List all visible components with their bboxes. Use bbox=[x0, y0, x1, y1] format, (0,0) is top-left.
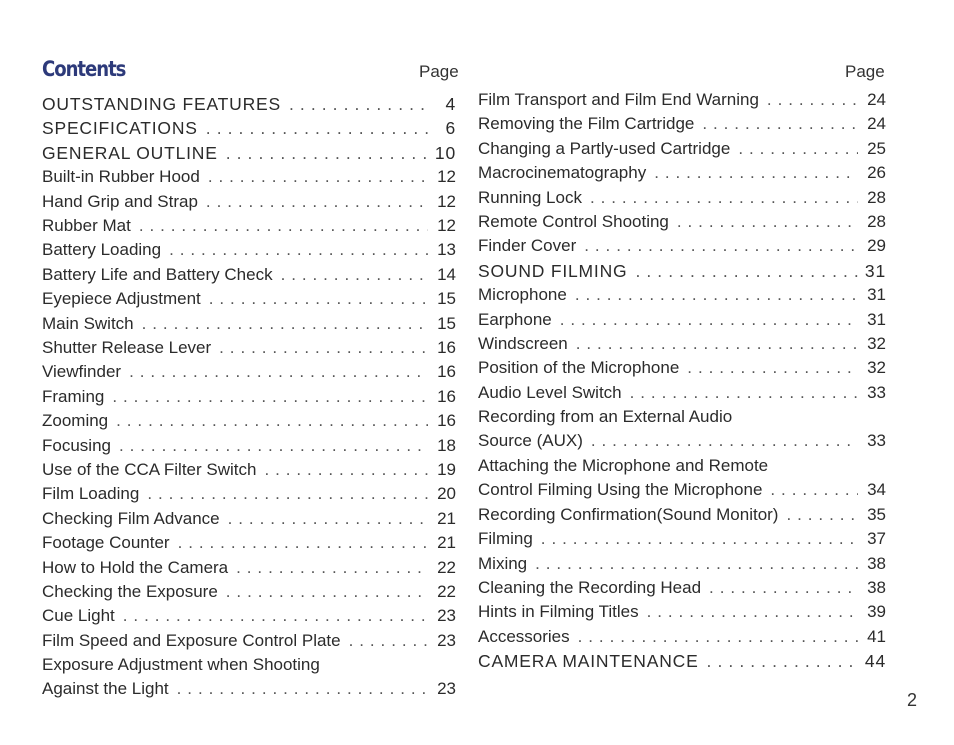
toc-entry-page: 16 bbox=[437, 386, 456, 406]
dot-leader bbox=[591, 429, 858, 453]
toc-entry[interactable] bbox=[42, 604, 456, 628]
toc-entry-page: 20 bbox=[437, 484, 456, 504]
toc-entry-page: 4 bbox=[445, 94, 456, 114]
toc-entry-label: Position of the Microphone bbox=[478, 358, 680, 378]
toc-entry-page: 23 bbox=[437, 630, 456, 650]
toc-entry-label: Control Filming Using the Microphone bbox=[478, 480, 763, 499]
toc-entry-label: Battery Loading bbox=[42, 240, 162, 260]
toc-entry[interactable] bbox=[42, 190, 456, 214]
dot-leader bbox=[209, 287, 428, 311]
toc-entry[interactable] bbox=[478, 186, 886, 210]
toc-entry-label: Recording Confirmation(Sound Monitor) bbox=[478, 504, 779, 524]
toc-entry-label: Checking Film Advance bbox=[42, 508, 220, 528]
toc-entry[interactable] bbox=[42, 409, 456, 433]
toc-entry-page: 24 bbox=[867, 90, 886, 109]
contents-title: Contents bbox=[42, 57, 126, 81]
dot-leader bbox=[264, 458, 428, 482]
dot-leader bbox=[535, 552, 858, 576]
toc-entry-page: 12 bbox=[437, 216, 456, 235]
toc-entry-label: Checking the Exposure bbox=[42, 582, 218, 601]
toc-entry-label: Hand Grip and Strap bbox=[42, 191, 198, 211]
toc-entry-page: 14 bbox=[437, 264, 456, 284]
dot-leader bbox=[677, 210, 858, 234]
toc-entry[interactable] bbox=[42, 385, 456, 409]
toc-entry-label: Film Speed and Exposure Control Plate bbox=[42, 630, 341, 650]
dot-leader bbox=[767, 88, 858, 112]
toc-entry-label-line1: Recording from an External Audio bbox=[478, 407, 733, 427]
toc-entry-label: Macrocinematography bbox=[478, 163, 647, 183]
toc-entry-page: 28 bbox=[867, 212, 886, 231]
toc-entry[interactable] bbox=[478, 283, 886, 307]
toc-entry[interactable] bbox=[42, 653, 456, 701]
toc-entry-page: 28 bbox=[867, 187, 886, 207]
toc-entry-label: Viewfinder bbox=[42, 362, 122, 382]
dot-leader bbox=[147, 482, 428, 506]
dot-leader bbox=[142, 312, 428, 336]
dot-leader bbox=[206, 116, 428, 140]
toc-entry-label: Film Transport and Film End Warning bbox=[478, 90, 759, 109]
toc-entry[interactable] bbox=[42, 360, 456, 384]
toc-entry[interactable] bbox=[42, 165, 456, 189]
toc-entry-page: 23 bbox=[437, 679, 456, 699]
toc-entry-page: 12 bbox=[437, 191, 456, 211]
toc-entry-page: 37 bbox=[867, 529, 886, 549]
toc-entry[interactable] bbox=[42, 312, 456, 336]
dot-leader bbox=[112, 385, 428, 409]
dot-leader bbox=[228, 507, 428, 531]
toc-entry-page: 21 bbox=[437, 508, 456, 528]
toc-entry-label: Shutter Release Lever bbox=[42, 338, 212, 357]
toc-entry-page: 32 bbox=[867, 358, 886, 378]
toc-entry-label: Windscreen bbox=[478, 334, 568, 353]
toc-entry[interactable] bbox=[478, 649, 886, 673]
toc-entry-label: Running Lock bbox=[478, 187, 582, 207]
dot-leader bbox=[139, 214, 428, 238]
toc-entry-page: 25 bbox=[867, 138, 886, 158]
toc-entry-label-line1: Exposure Adjustment when Shooting bbox=[42, 655, 320, 675]
toc-entry[interactable] bbox=[42, 214, 456, 238]
toc-entry-page: 16 bbox=[437, 338, 456, 357]
dot-leader bbox=[206, 190, 428, 214]
toc-entry[interactable] bbox=[42, 458, 456, 482]
toc-entry-label: Zooming bbox=[42, 411, 109, 431]
toc-entry[interactable] bbox=[478, 625, 886, 649]
page-column-header-right: Page bbox=[845, 62, 885, 81]
toc-entry-page: 22 bbox=[437, 557, 456, 577]
toc-entry-label: Main Switch bbox=[42, 313, 134, 333]
toc-entry-label: Removing the Film Cartridge bbox=[478, 114, 695, 134]
toc-entry-page: 15 bbox=[437, 289, 456, 309]
toc-entry[interactable] bbox=[478, 234, 886, 258]
toc-entry-label: Rubber Mat bbox=[42, 216, 131, 235]
toc-entry-label: Against the Light bbox=[42, 679, 169, 699]
toc-entry[interactable] bbox=[42, 580, 456, 604]
toc-entry-page: 44 bbox=[864, 651, 886, 672]
toc-entry[interactable] bbox=[478, 454, 886, 502]
toc-entry-page: 23 bbox=[437, 606, 456, 626]
toc-entry[interactable] bbox=[42, 92, 456, 116]
toc-entry[interactable] bbox=[478, 332, 886, 356]
dot-leader bbox=[236, 556, 428, 580]
toc-entry[interactable] bbox=[42, 507, 456, 531]
dot-leader bbox=[575, 283, 858, 307]
dot-leader bbox=[169, 238, 428, 262]
toc-entry-page: 13 bbox=[437, 240, 456, 260]
toc-entry-label: Battery Life and Battery Check bbox=[42, 264, 273, 284]
toc-entry-page: 31 bbox=[867, 285, 886, 305]
toc-entry-page: 33 bbox=[867, 382, 886, 402]
toc-entry[interactable] bbox=[478, 259, 886, 283]
toc-entry-page: 38 bbox=[867, 553, 886, 573]
dot-leader bbox=[116, 409, 428, 433]
toc-entry-page: 10 bbox=[434, 142, 456, 163]
page-column-header-left: Page bbox=[419, 62, 459, 81]
toc-entry-label: Changing a Partly-used Cartridge bbox=[478, 138, 731, 158]
dot-leader bbox=[578, 625, 858, 649]
dot-leader bbox=[687, 356, 858, 380]
toc-entry-page: 6 bbox=[445, 118, 456, 139]
dot-leader bbox=[647, 600, 858, 624]
toc-entry-page: 41 bbox=[867, 626, 886, 646]
toc-entry-label: Earphone bbox=[478, 309, 552, 329]
dot-leader bbox=[576, 332, 858, 356]
toc-entry-page: 34 bbox=[867, 480, 886, 499]
toc-entry[interactable] bbox=[478, 112, 886, 136]
toc-entry-label: Microphone bbox=[478, 285, 567, 305]
toc-entry-page: 12 bbox=[437, 167, 456, 187]
toc-entry-label: Cleaning the Recording Head bbox=[478, 578, 702, 597]
toc-entry-label: Framing bbox=[42, 386, 105, 406]
dot-leader bbox=[654, 161, 858, 185]
toc-entry[interactable] bbox=[42, 629, 456, 653]
toc-entry-page: 16 bbox=[437, 362, 456, 382]
toc-entry-page: 26 bbox=[867, 163, 886, 183]
dot-leader bbox=[702, 112, 858, 136]
toc-entry-label: SPECIFICATIONS bbox=[42, 118, 198, 139]
toc-entry-page: 19 bbox=[437, 460, 456, 479]
toc-entry-label: Finder Cover bbox=[478, 236, 577, 256]
toc-entry-label: Filming bbox=[478, 529, 533, 549]
toc-entry-label: Mixing bbox=[478, 553, 528, 573]
toc-entry-label: Accessories bbox=[478, 626, 570, 646]
toc-entry-page: 24 bbox=[867, 114, 886, 134]
toc-entry-label: How to Hold the Camera bbox=[42, 557, 229, 577]
toc-entry-label: OUTSTANDING FEATURES bbox=[42, 94, 281, 114]
toc-entry-page: 15 bbox=[437, 313, 456, 333]
dot-leader bbox=[709, 576, 858, 600]
dot-leader bbox=[707, 649, 858, 673]
toc-entry-page: 18 bbox=[437, 435, 456, 455]
toc-entry-label: Remote Control Shooting bbox=[478, 212, 669, 231]
dot-leader bbox=[786, 503, 858, 527]
toc-entry-label: Audio Level Switch bbox=[478, 382, 622, 402]
page-number: 2 bbox=[907, 690, 918, 710]
toc-entry[interactable] bbox=[42, 336, 456, 360]
toc-entry-page: 33 bbox=[867, 431, 886, 451]
dot-leader bbox=[123, 604, 428, 628]
toc-entry[interactable] bbox=[478, 552, 886, 576]
dot-leader bbox=[281, 263, 428, 287]
toc-entry[interactable] bbox=[478, 527, 886, 551]
toc-entry[interactable] bbox=[478, 576, 886, 600]
dot-leader bbox=[119, 434, 428, 458]
dot-leader bbox=[584, 234, 858, 258]
toc-entry-label: GENERAL OUTLINE bbox=[42, 142, 218, 163]
toc-entry[interactable] bbox=[478, 503, 886, 527]
dot-leader bbox=[208, 165, 428, 189]
toc-entry[interactable] bbox=[478, 88, 886, 112]
dot-leader bbox=[738, 137, 858, 161]
dot-leader bbox=[560, 308, 858, 332]
toc-entry[interactable] bbox=[478, 308, 886, 332]
toc-entry[interactable] bbox=[42, 482, 456, 506]
toc-entry-label: SOUND FILMING bbox=[478, 260, 628, 281]
toc-entry[interactable] bbox=[42, 434, 456, 458]
toc-entry[interactable] bbox=[478, 600, 886, 624]
toc-entry[interactable] bbox=[478, 161, 886, 185]
toc-entry[interactable] bbox=[42, 531, 456, 555]
toc-entry-page: 38 bbox=[867, 578, 886, 597]
toc-entry[interactable] bbox=[42, 238, 456, 262]
dot-leader bbox=[219, 336, 428, 360]
toc-entry-page: 32 bbox=[867, 334, 886, 353]
toc-entry-label: Eyepiece Adjustment bbox=[42, 289, 201, 309]
toc-entry-label: Built-in Rubber Hood bbox=[42, 167, 200, 187]
toc-entry-label-line1: Attaching the Microphone and Remote bbox=[478, 456, 769, 475]
toc-entry-page: 29 bbox=[867, 236, 886, 256]
toc-entry-page: 31 bbox=[867, 309, 886, 329]
dot-leader bbox=[289, 92, 428, 116]
dot-leader bbox=[129, 360, 428, 384]
dot-leader bbox=[226, 580, 428, 604]
dot-leader bbox=[770, 478, 858, 502]
dot-leader bbox=[590, 186, 858, 210]
dot-leader bbox=[177, 677, 428, 701]
toc-entry[interactable] bbox=[478, 356, 886, 380]
toc-entry-label: Cue Light bbox=[42, 606, 115, 626]
dot-leader bbox=[178, 531, 428, 555]
toc-entry[interactable] bbox=[478, 137, 886, 161]
dot-leader bbox=[630, 381, 858, 405]
toc-entry-page: 21 bbox=[437, 533, 456, 553]
toc-entry[interactable] bbox=[42, 287, 456, 311]
toc-entry[interactable] bbox=[478, 381, 886, 405]
toc-entry-label: Focusing bbox=[42, 435, 111, 455]
toc-entry[interactable] bbox=[42, 263, 456, 287]
dot-leader bbox=[635, 259, 858, 283]
dot-leader bbox=[349, 629, 428, 653]
toc-entry-page: 31 bbox=[864, 260, 886, 281]
toc-entry[interactable] bbox=[42, 556, 456, 580]
toc-entry[interactable] bbox=[42, 141, 456, 165]
dot-leader bbox=[541, 527, 858, 551]
toc-entry-label: Film Loading bbox=[42, 484, 140, 504]
toc-entry-page: 16 bbox=[437, 411, 456, 431]
toc-entry-page: 35 bbox=[867, 504, 886, 524]
toc-entry-label: Source (AUX) bbox=[478, 431, 583, 451]
toc-entry-page: 39 bbox=[867, 602, 886, 622]
toc-entry-label: Use of the CCA Filter Switch bbox=[42, 460, 257, 479]
toc-entry[interactable] bbox=[42, 116, 456, 140]
toc-entry-label: CAMERA MAINTENANCE bbox=[478, 651, 699, 672]
toc-entry[interactable] bbox=[478, 405, 886, 453]
toc-entry-label: Footage Counter bbox=[42, 533, 170, 553]
toc-entry-page: 22 bbox=[437, 582, 456, 601]
dot-leader bbox=[226, 141, 428, 165]
toc-entry-label: Hints in Filming Titles bbox=[478, 602, 639, 622]
toc-entry[interactable] bbox=[478, 210, 886, 234]
